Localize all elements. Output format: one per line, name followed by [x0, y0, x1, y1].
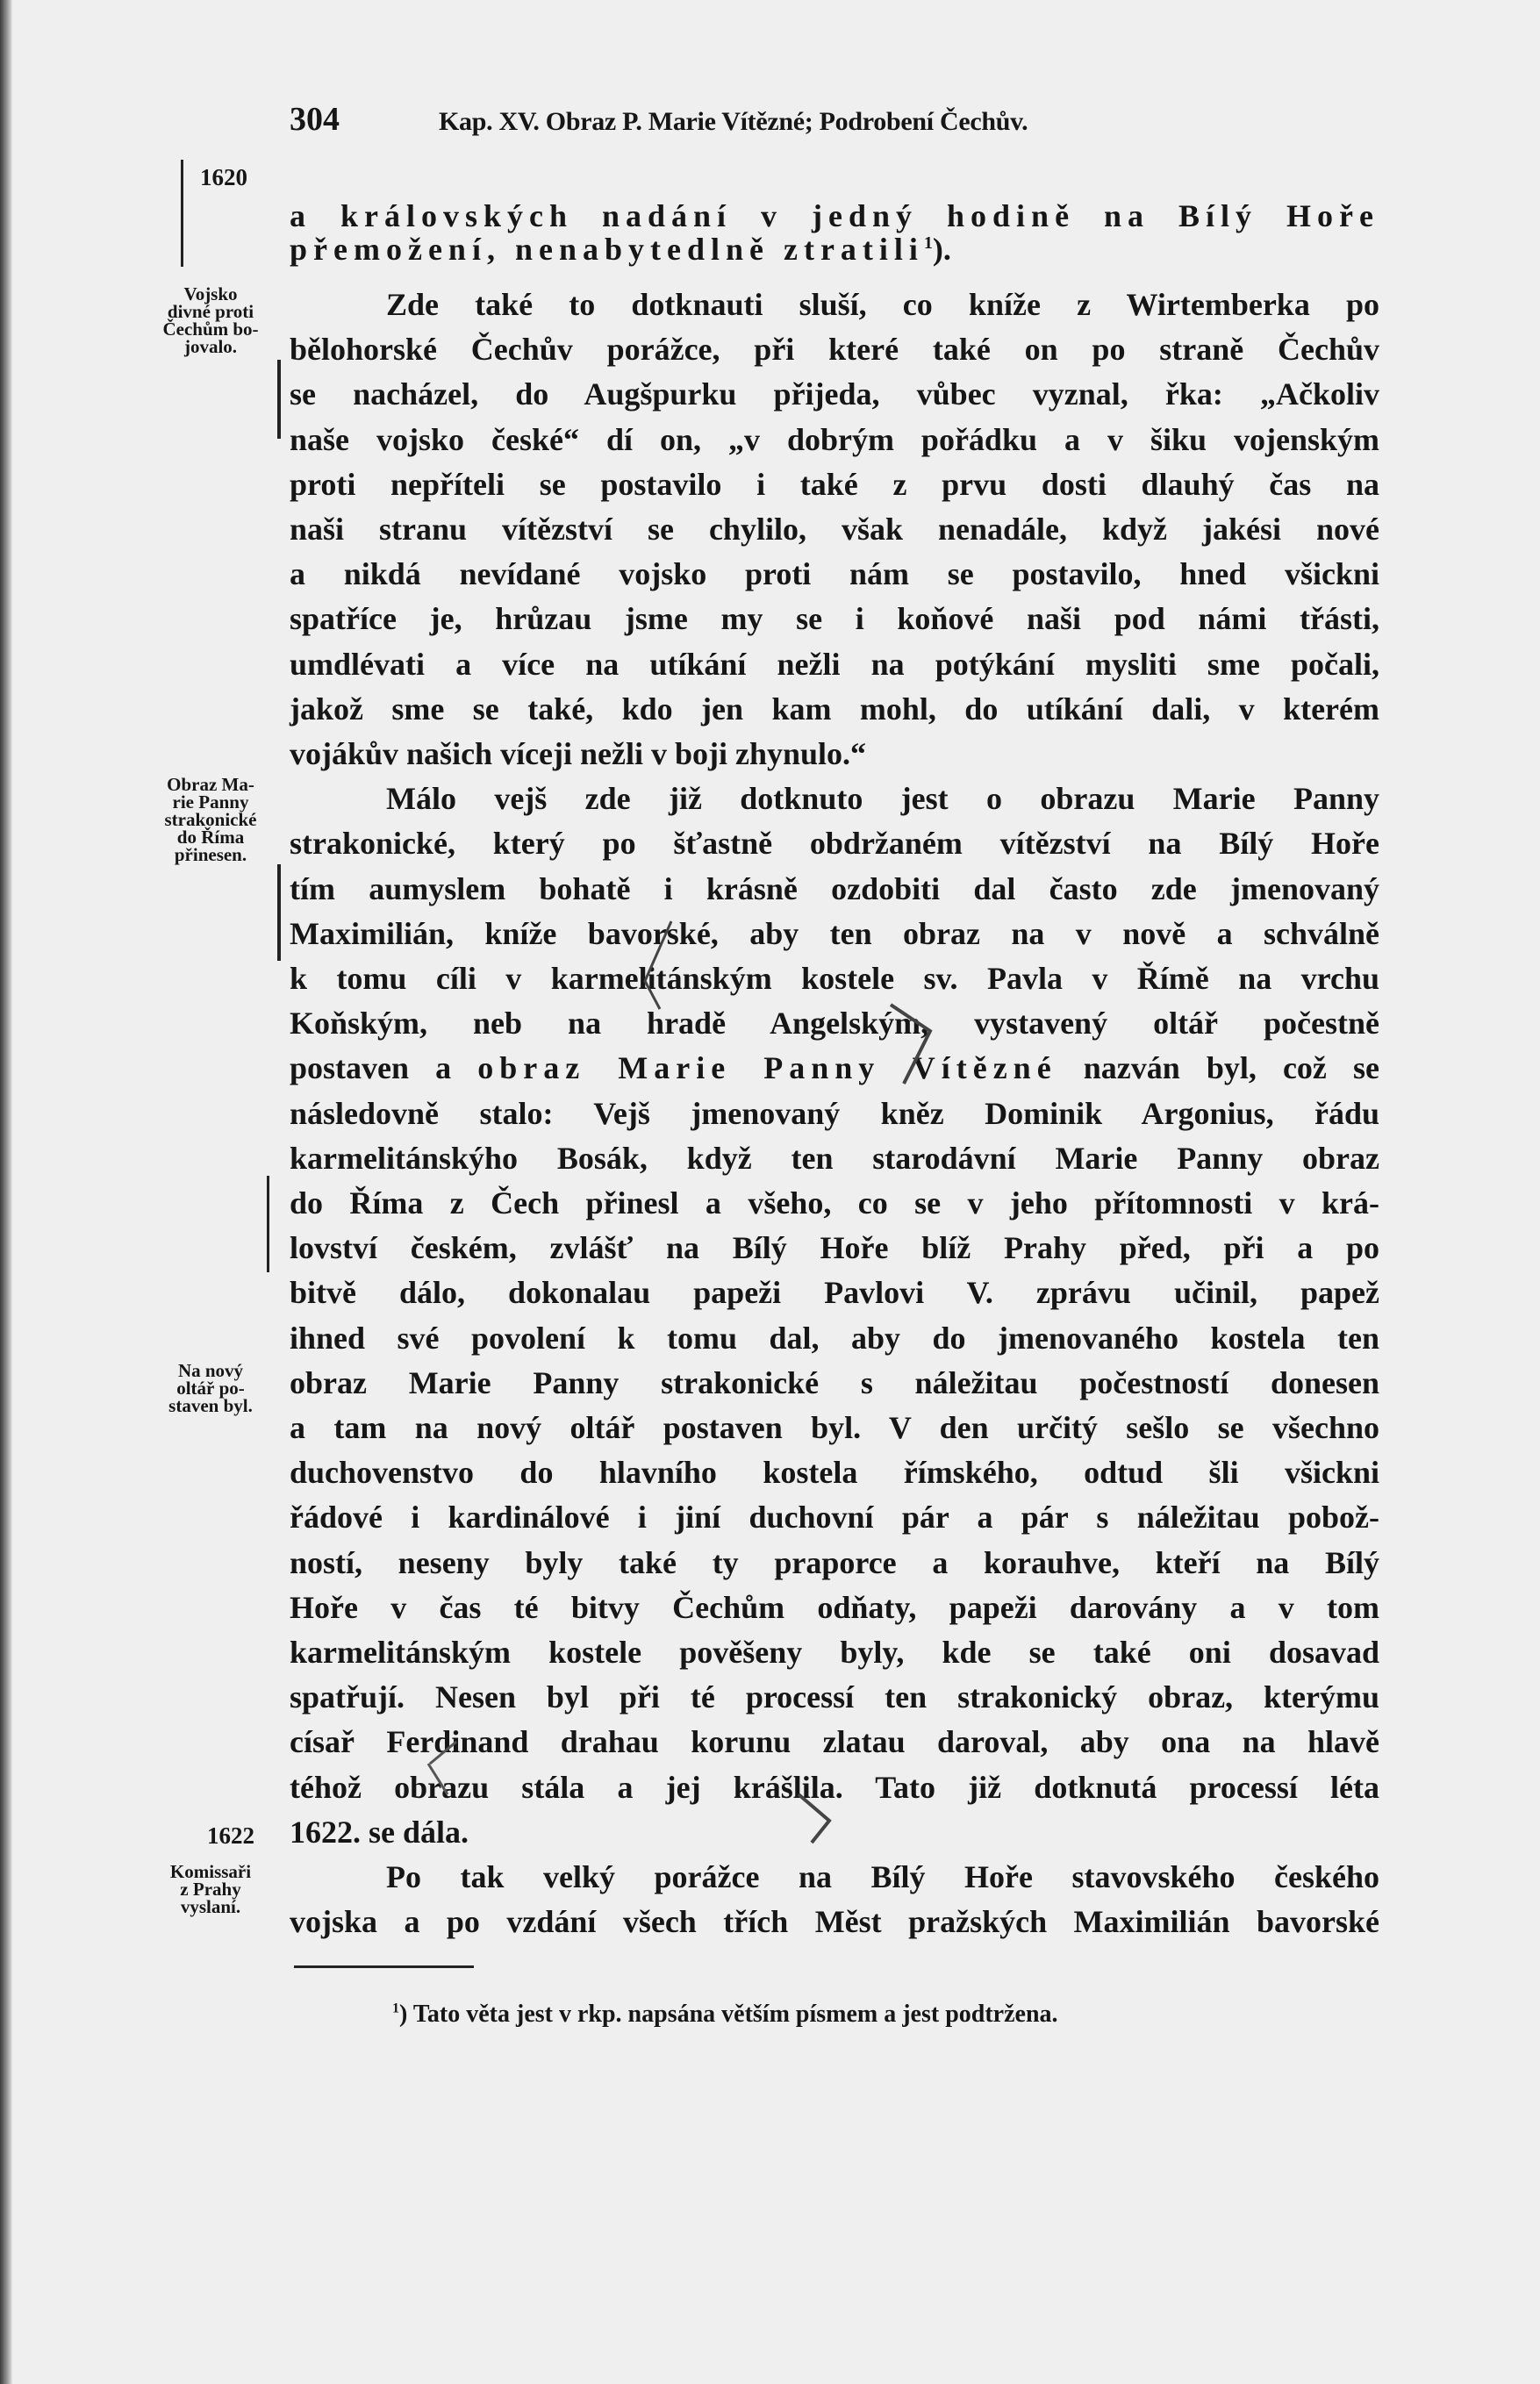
text-line-content: vojákův našich víceji nežli v boji zhynulo.“: [290, 736, 867, 771]
text-line-content: bělohorské Čechův porážce, při které také on po straně Čechův: [290, 332, 1379, 368]
text-line-content: lovství českém, zvlášť na Bílý Hoře blíž Prahy před, při a po: [290, 1230, 1379, 1266]
margin-note-line: do Říma: [176, 827, 245, 848]
text-line-content: tím aumyslem bohatě i krásně ozdobiti dal často zde jmenovaný: [290, 870, 1379, 906]
text-line-content: následovně stalo: Vejš jmenovaný kněz Dominik Argonius, řádu: [290, 1095, 1379, 1131]
text-line-content: spatříce je, hrůzau jsme my se i koňové naši pod námi třásti,: [290, 601, 1379, 637]
page-number: 304: [290, 101, 340, 138]
text-line-content: vojska a po vzdání všech třích Měst pražských Maximilián bavorské: [290, 1904, 1379, 1940]
footnote-rule: [294, 1965, 474, 1968]
text-line-content: téhož obrazu stála a jej krášlila. Tato již dotknutá processí léta: [290, 1769, 1379, 1805]
footnote-reference: 1: [923, 233, 933, 253]
text-line-content: duchovenstvo do hlavního kostela římského, odtud šli všickni: [290, 1455, 1379, 1491]
margin-note-line: Obraz Ma-: [167, 774, 254, 795]
margin-note-line: jovalo.: [183, 336, 238, 357]
margin-note-line: staven byl.: [168, 1395, 253, 1416]
text-line-content: a královských nadání v jedný hodině na Bílý Hoře: [290, 198, 1379, 233]
footnote-marker: 1: [392, 2001, 399, 2016]
text-line-content: strakonické, který po šťastně obdržaném vítězství na Bílý Hoře: [290, 826, 1379, 862]
text-line-content: k tomu cíli v karmelitánským kostele sv. Pavla v Římě na vrchu: [290, 961, 1379, 996]
text-line-tail: nazván byl, což se: [1057, 1050, 1379, 1086]
text-line-content: Maximilián, kníže bavorské, aby ten obraz na v nově a schválně: [290, 915, 1379, 951]
text-line-content: řádové i kardinálové i jiní duchovní pár a pár s náležitau pobož-: [290, 1500, 1379, 1536]
text-line-content: proti nepříteli se postavilo i také z prvu dosti dlauhý čas na: [290, 466, 1379, 502]
text-line-content: karmelitánskýho Bosák, když ten starodávní Marie Panny obraz: [290, 1140, 1379, 1176]
margin-year-1622: 1622: [207, 1822, 254, 1849]
text-line-content: a tam na nový oltář postaven byl. V den určitý sešlo se všechno: [290, 1410, 1379, 1445]
margin-note-line: Vojsko: [183, 283, 238, 304]
footnote-text: ) Tato věta jest v rkp. napsána větším písmem a jest podtržena.: [399, 2001, 1058, 2028]
margin-note-line: strakonické: [164, 809, 257, 830]
text-line-content: a nikdá nevídané vojsko proti nám se postavilo, hned všickni: [290, 556, 1379, 592]
text-line-content: ihned své povolení k tomu dal, aby do jmenovaného kostela ten: [290, 1320, 1379, 1356]
text-line-content: Hoře v čas té bitvy Čechům odňaty, papeži darovány a v tom: [290, 1589, 1379, 1625]
running-title: Kap. XV. Obraz P. Marie Vítězné; Podrobení Čechův.: [439, 107, 1028, 136]
margin-note-line: oltář po-: [176, 1378, 245, 1399]
text-line-content: obraz Marie Panny strakonické s náležitau počestností donesen: [290, 1364, 1379, 1400]
margin-note-line: vyslaní.: [180, 1896, 241, 1917]
margin-note-line: divné proti: [167, 301, 254, 322]
margin-note-line: Čechům bo-: [162, 319, 259, 340]
text-line-content: Zde také to dotknauti sluší, co kníže z Wirtemberka po: [386, 287, 1379, 322]
text-line-content: naše vojsko české“ dí on, „v dobrým pořádku a v šiku vojenským: [290, 421, 1379, 457]
text-line-content: Málo vejš zde již dotknuto jest o obrazu Marie Panny: [386, 781, 1379, 817]
text-line-content: ností, neseny byly také ty praporce a korauhve, kteří na Bílý: [290, 1544, 1379, 1580]
text-line-content: karmelitánským kostele pověšeny byly, kde se také oni dosavad: [290, 1635, 1379, 1670]
text-line-content: Koňským, neb na hradě Angelským, vystavený oltář počestně: [290, 1006, 1379, 1042]
text-line-content: naši stranu vítězství se chylilo, však nenadále, když jakési nové: [290, 512, 1379, 547]
text-line-content: 1622. se dála.: [290, 1814, 469, 1850]
text-line-content: bitvě dálo, dokonalau papeži Pavlovi V. zprávu učinil, papež: [290, 1275, 1379, 1311]
text-line-content: postaven a: [290, 1050, 478, 1086]
text-line-content: Po tak velký porážce na Bílý Hoře stavovského českého: [386, 1859, 1379, 1894]
margin-note-line: Komissaři: [169, 1861, 252, 1882]
text-line-content: se nacházel, do Augšpurku přijeda, vůbec vyznal, řka: „Ačkoliv: [290, 376, 1379, 412]
margin-year-1620: 1620: [200, 164, 247, 190]
margin-note-line: přinesen.: [174, 844, 247, 865]
text-line-content: do Říma z Čech přinesl a všeho, co se v jeho přítomnosti v krá-: [290, 1185, 1379, 1221]
margin-note-line: Na nový: [177, 1360, 244, 1381]
text-line-content: přemožení, nenabytedlně ztratili: [290, 232, 924, 267]
text-line-tail: ).: [932, 232, 951, 267]
margin-note-line: rie Panny: [172, 791, 249, 813]
text-line-content: spatřují. Nesen byl při té processí ten strakonický obraz, kterýmu: [290, 1679, 1379, 1715]
spaced-emphasis: obraz Marie Panny Vítězné: [477, 1050, 1057, 1086]
footnote: [392, 2001, 1058, 2029]
margin-note-line: z Prahy: [180, 1879, 241, 1900]
text-line-content: císař Ferdinand drahau korunu zlatau daroval, aby ona na hlavě: [290, 1724, 1379, 1760]
text-line-content: umdlévati a více na utíkání nežli na potýkání mysliti sme počali,: [290, 646, 1379, 682]
text-line-content: jakož sme se také, kdo jen kam mohl, do utíkání dali, v kterém: [290, 691, 1379, 727]
